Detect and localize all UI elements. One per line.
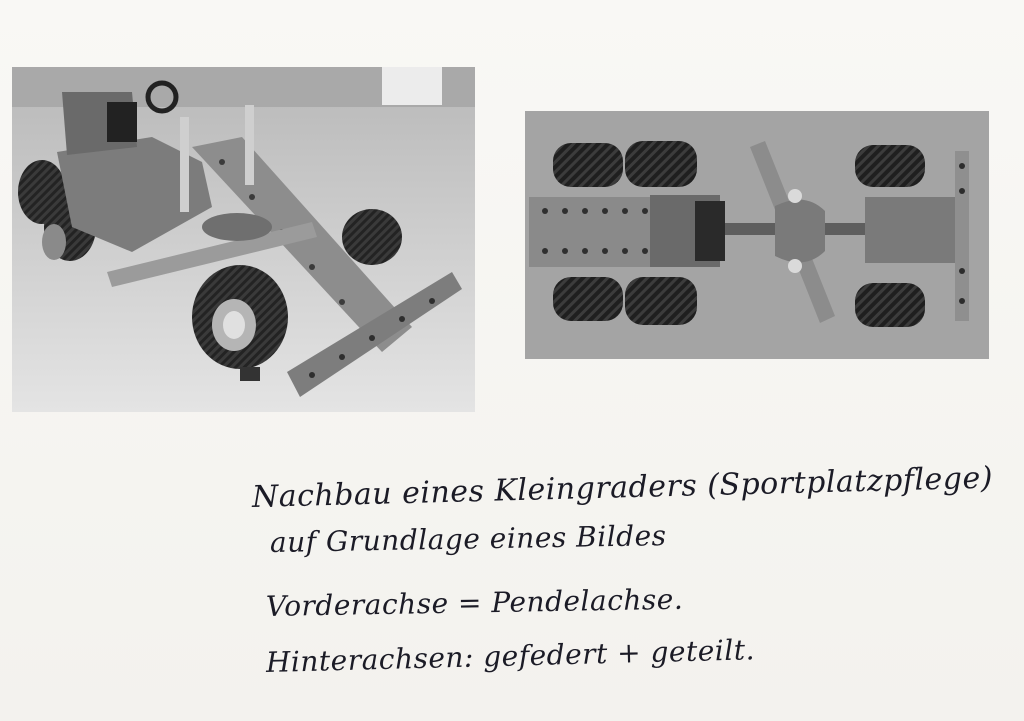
- note-line-rear-axles: Hinterachsen: gefedert + geteilt.: [265, 633, 756, 679]
- grader-model-top-view-photo: [525, 111, 989, 359]
- note-line-front-axle: Vorderachse = Pendelachse.: [265, 582, 684, 623]
- handwritten-notes: [240, 460, 1000, 710]
- note-line-title: Nachbau eines Kleingraders (Sportplatzpflege): [251, 460, 994, 515]
- note-line-basis: auf Grundlage eines Bildes: [269, 519, 667, 559]
- grader-model-perspective-photo: [12, 67, 475, 412]
